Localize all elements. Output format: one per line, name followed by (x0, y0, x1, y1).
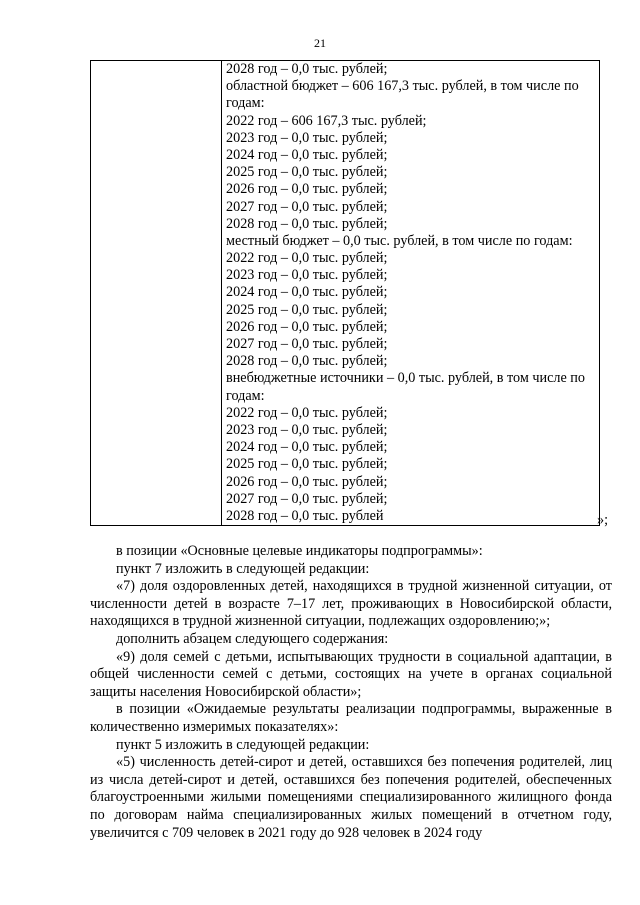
funding-line: 2022 год – 0,0 тыс. рублей; (226, 250, 388, 267)
paragraph: дополнить абзацем следующего содержания: (116, 630, 389, 647)
funding-line: местный бюджет – 0,0 тыс. рублей, в том числе по годам: (226, 232, 573, 249)
funding-line: 2026 год – 0,0 тыс. рублей; (226, 318, 388, 335)
page-number: 21 (314, 36, 326, 50)
paragraph: в позиции «Ожидаемые результаты реализации подпрограммы, выраженные в количественно измеримых показателях»: (90, 701, 612, 735)
table-row (91, 61, 600, 526)
funding-line: 2023 год – 0,0 тыс. рублей; (226, 267, 388, 284)
paragraph: «5) численность детей-сирот и детей, оставшихся без попечения родителей, лиц из числа детей-сирот и детей, оставшихся без попечения родителей, обеспеченных благоустроенными жилыми помещениями специализированного жилищного фонда по договорам найма специализированных жилых помещений в отчетном году, увеличится с 709 человек в 2021 году до 928 человек в 2024 году (90, 754, 612, 841)
funding-line: 2027 год – 0,0 тыс. рублей; (226, 198, 388, 215)
funding-line: 2028 год – 0,0 тыс. рублей; (226, 215, 388, 232)
funding-line: 2024 год – 0,0 тыс. рублей; (226, 284, 388, 301)
document-body (90, 543, 612, 842)
paragraph: пункт 5 изложить в следующей редакции: (116, 736, 370, 753)
paragraph: «7) доля оздоровленных детей, находящихся в трудной жизненной ситуации, от численности детей в возрасте 7–17 лет, проживающих в Новосибирской области, находящихся в трудной жизненной ситуации, подлежащих оздоровлению;»; (90, 578, 612, 630)
table-cell-funding (222, 61, 600, 526)
funding-line: областной бюджет – 606 167,3 тыс. рублей, в том числе по годам: (226, 78, 579, 112)
paragraph: пункт 7 изложить в следующей редакции: (116, 560, 370, 577)
funding-line: 2027 год – 0,0 тыс. рублей; (226, 490, 388, 507)
closing-quote: »; (597, 512, 609, 528)
funding-line: 2026 год – 0,0 тыс. рублей; (226, 181, 388, 198)
funding-line: 2028 год – 0,0 тыс. рублей (226, 507, 384, 524)
funding-line: 2027 год – 0,0 тыс. рублей; (226, 336, 388, 353)
funding-line: 2028 год – 0,0 тыс. рублей; (226, 353, 388, 370)
funding-line: 2025 год – 0,0 тыс. рублей; (226, 456, 388, 473)
funding-line: 2024 год – 0,0 тыс. рублей; (226, 146, 388, 163)
funding-line: 2023 год – 0,0 тыс. рублей; (226, 129, 388, 146)
funding-line: 2025 год – 0,0 тыс. рублей; (226, 301, 388, 318)
funding-line: 2025 год – 0,0 тыс. рублей; (226, 164, 388, 181)
paragraph: «9) доля семей с детьми, испытывающих трудности в социальной адаптации, в общей численности семей с детьми, состоящих на учете в органах социальной защиты населения Новосибирской области»; (90, 648, 612, 700)
funding-line: 2022 год – 606 167,3 тыс. рублей; (226, 112, 427, 129)
funding-line: 2022 год – 0,0 тыс. рублей; (226, 404, 388, 421)
funding-line: внебюджетные источники – 0,0 тыс. рублей, в том числе по годам: (226, 370, 585, 404)
funding-line: 2026 год – 0,0 тыс. рублей; (226, 473, 388, 490)
funding-table (90, 60, 600, 526)
funding-line: 2023 год – 0,0 тыс. рублей; (226, 422, 388, 438)
funding-line: 2028 год – 0,0 тыс. рублей; (226, 61, 388, 77)
paragraph: в позиции «Основные целевые индикаторы подпрограммы»: (116, 543, 483, 559)
table-cell-empty (91, 61, 222, 526)
funding-line: 2024 год – 0,0 тыс. рублей; (226, 439, 388, 456)
